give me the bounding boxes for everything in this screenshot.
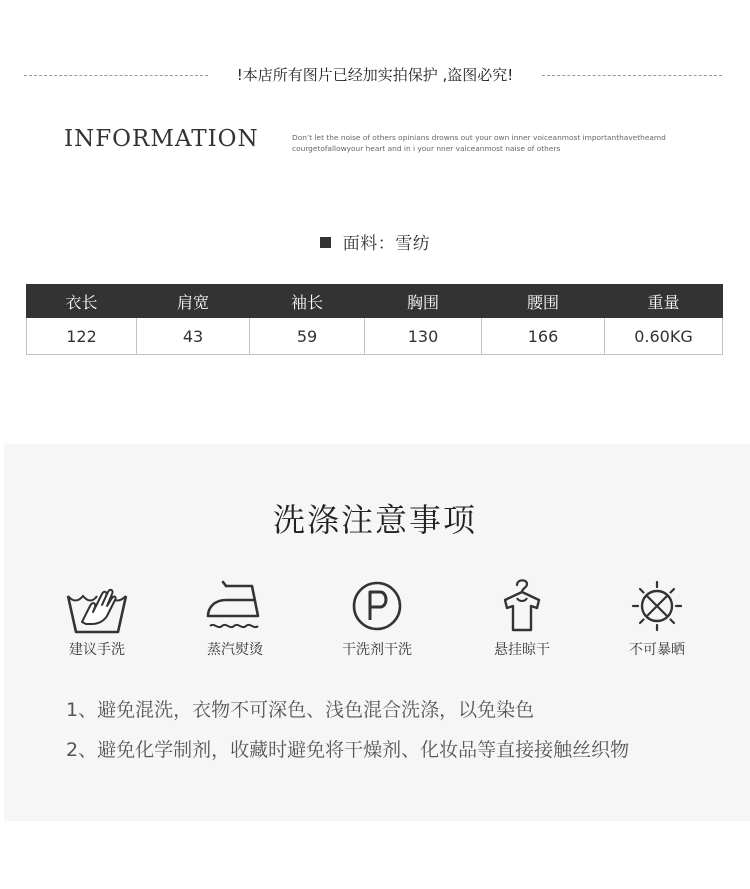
information-title: INFORMATION [64, 126, 259, 152]
washing-note: 2、避免化学制剂，收藏时避免将干燥剂、化妆品等直接接触丝织物 [66, 739, 630, 761]
hand-wash-icon [62, 576, 132, 636]
square-bullet-icon [320, 237, 331, 248]
care-item-dry-clean [317, 576, 437, 660]
care-label: 不可暴晒 [629, 642, 685, 658]
size-table-header: 袖长 [250, 285, 365, 318]
size-table-header: 肩宽 [137, 285, 250, 318]
size-table-header: 衣长 [27, 285, 137, 318]
dashed-divider-right [542, 75, 722, 76]
information-description-line: courgetofallowyour heart and in i your nner vaiceanmost naise of others [292, 143, 561, 153]
size-table-cell: 166 [482, 318, 605, 355]
information-description [292, 133, 702, 154]
care-item-steam-iron [175, 576, 295, 660]
care-item-hand-wash [37, 576, 157, 660]
fabric-heading [0, 232, 750, 256]
size-table-header: 重量 [605, 285, 723, 318]
size-table-cell: 122 [27, 318, 137, 355]
care-item-no-sun [597, 576, 717, 660]
washing-title: 洗涤注意事项 [272, 501, 477, 539]
care-label: 蒸汽熨烫 [207, 642, 263, 658]
copyright-notice [0, 62, 750, 88]
size-table-cell: 0.60KG [605, 318, 723, 355]
size-table-header: 胸围 [365, 285, 482, 318]
care-item-hang-dry [462, 576, 582, 660]
size-table-cell: 130 [365, 318, 482, 355]
size-table-header-row [27, 285, 723, 318]
hang-dry-icon [487, 576, 557, 636]
washing-note: 1、避免混洗，衣物不可深色、浅色混合洗涤，以免染色 [66, 699, 535, 721]
dashed-divider-left [24, 75, 208, 76]
fabric-label: 面料：雪纺 [342, 234, 431, 254]
size-table-cell: 59 [250, 318, 365, 355]
care-label: 建议手洗 [69, 642, 125, 658]
size-table-cell: 43 [137, 318, 250, 355]
table-row [27, 318, 723, 355]
no-sun-icon [622, 576, 692, 636]
dry-clean-icon [342, 576, 412, 636]
information-description-line: Don’t let the noise of others opinians drowns out your own inner voiceanmost importanthavetheamd [292, 133, 666, 142]
size-table [26, 284, 723, 355]
size-table-header: 腰围 [482, 285, 605, 318]
care-label: 悬挂晾干 [494, 642, 550, 658]
iron-steam-icon [200, 576, 270, 636]
care-label: 干洗剂干洗 [342, 642, 412, 658]
copyright-notice-text: !本店所有图片已经加实拍保护 ,盗图必究! [236, 66, 514, 84]
